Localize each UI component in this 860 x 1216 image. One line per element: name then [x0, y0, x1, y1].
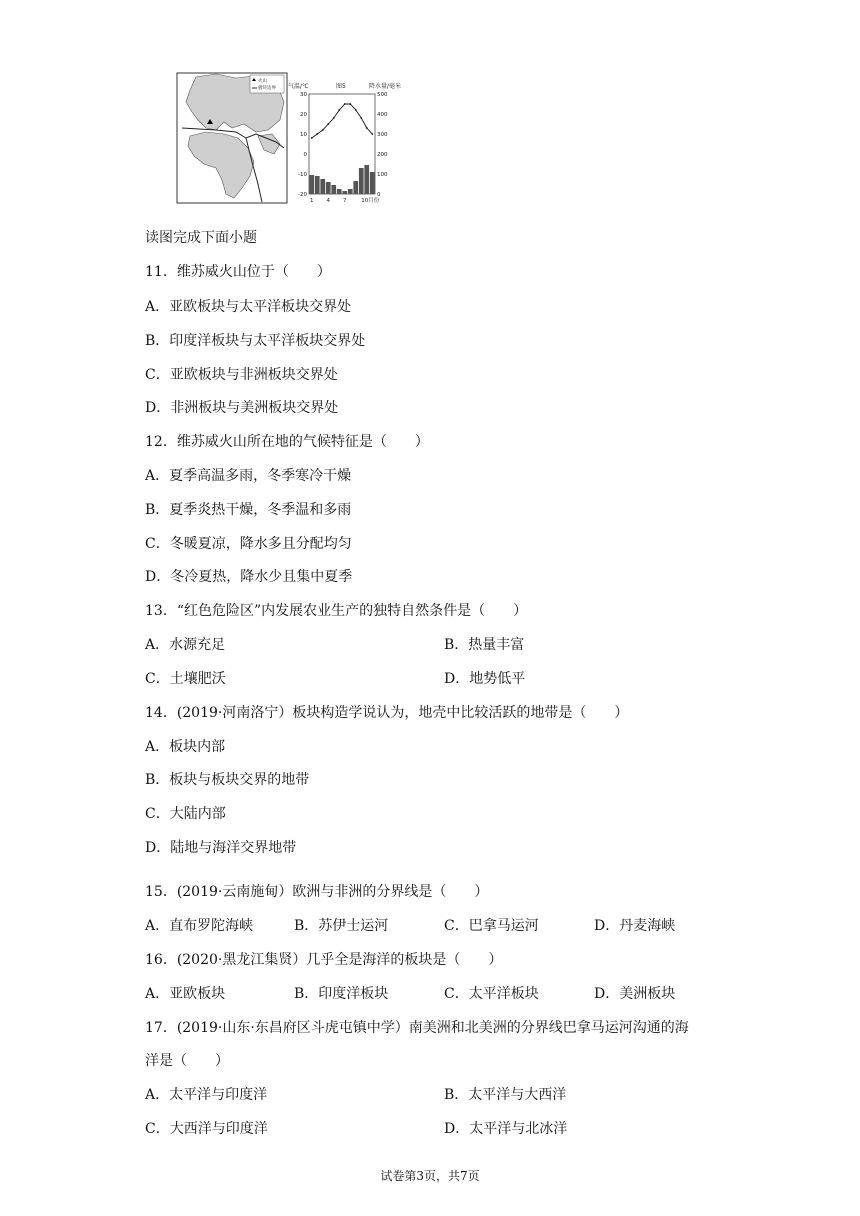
- question-17-option-b[interactable]: B．太平洋与大西洋: [444, 1087, 567, 1103]
- question-11-option-d[interactable]: D．非洲板块与美洲板块交界处: [145, 400, 339, 416]
- instruction-text: 读图完成下面小题: [145, 230, 257, 246]
- climate-chart: [288, 82, 401, 204]
- question-14-stem: 14．(2019·河南洛宁）板块构造学说认为，地壳中比较活跃的地带是（ ）: [145, 705, 629, 721]
- left-tick-label: 10: [300, 132, 307, 138]
- page-footer: 试卷第3页，共7页: [380, 1169, 480, 1183]
- question-figure: [176, 72, 416, 207]
- question-13-stem: 13．“红色危险区”内发展农业生产的独特自然条件是（ ）: [145, 603, 528, 619]
- question-15-option-a[interactable]: A．直布罗陀海峡: [145, 918, 254, 934]
- left-tick-label: 0: [303, 152, 307, 158]
- question-14-option-c[interactable]: C．大陆内部: [145, 806, 226, 822]
- question-14-option-d[interactable]: D．陆地与海洋交界地带: [145, 840, 297, 856]
- question-15-stem: 15．(2019·云南施甸）欧洲与非洲的分界线是（ ）: [145, 884, 489, 900]
- question-17-option-d[interactable]: D．太平洋与北冰洋: [444, 1121, 568, 1137]
- question-17-option-a[interactable]: A．太平洋与印度洋: [145, 1087, 268, 1103]
- x-tick-label: 7: [343, 198, 347, 204]
- question-13-option-b[interactable]: B．热量丰富: [444, 637, 525, 653]
- precipitation-bar: [348, 189, 353, 194]
- legend-boundary: 板块边界: [258, 86, 276, 91]
- right-tick-label: 200: [377, 152, 388, 158]
- right-tick-label: 300: [377, 132, 388, 138]
- question-15-option-d[interactable]: D．丹麦海峡: [594, 918, 676, 934]
- left-tick-label: 30: [300, 92, 307, 98]
- question-16-option-d[interactable]: D．美洲板块: [594, 986, 676, 1002]
- temperature-point: [333, 117, 335, 119]
- question-13-option-c[interactable]: C．土壤肥沃: [145, 671, 226, 687]
- temperature-point: [322, 129, 324, 131]
- right-tick-label: 400: [377, 112, 388, 118]
- question-11-stem: 11．维苏威火山位于（ ）: [145, 264, 331, 280]
- plate-map: [177, 73, 287, 203]
- precipitation-bar: [320, 179, 325, 194]
- precipitation-bar: [309, 175, 314, 194]
- question-12-option-b[interactable]: B．夏季炎热干燥，冬季温和多雨: [145, 502, 352, 518]
- temperature-point: [349, 103, 351, 105]
- question-16-option-a[interactable]: A．亚欧板块: [145, 986, 226, 1002]
- precipitation-bar: [331, 185, 336, 194]
- question-16-option-b[interactable]: B．印度洋板块: [294, 986, 389, 1002]
- chart-title: 图5: [336, 83, 346, 90]
- temperature-point: [327, 123, 329, 125]
- x-tick-label: 10月份: [361, 198, 380, 204]
- chart-right-axis-label: 降水量/毫米: [369, 83, 402, 90]
- temperature-point: [371, 133, 373, 135]
- precipitation-bar: [353, 181, 358, 194]
- right-tick-label: 100: [377, 172, 388, 178]
- chart-left-axis-label: 气温/℃: [288, 83, 309, 90]
- question-17-stem-line1: 17．(2019·山东·东昌府区斗虎屯镇中学）南美洲和北美洲的分界线巴拿马运河沟通的海: [145, 1020, 689, 1036]
- left-tick-label: -20: [298, 192, 307, 198]
- temperature-point: [338, 109, 340, 111]
- precipitation-bar: [326, 182, 331, 194]
- question-14-option-b[interactable]: B．板块与板块交界的地带: [145, 772, 310, 788]
- question-13-option-d[interactable]: D．地势低平: [444, 671, 526, 687]
- question-11-option-a[interactable]: A．亚欧板块与太平洋板块交界处: [145, 299, 352, 315]
- question-16-option-c[interactable]: C．太平洋板块: [444, 986, 539, 1002]
- legend-volcano: 火山: [258, 79, 267, 84]
- temperature-point: [355, 109, 357, 111]
- question-15-option-c[interactable]: C．巴拿马运河: [444, 918, 539, 934]
- precipitation-bar: [342, 191, 347, 194]
- question-14-option-a[interactable]: A．板块内部: [145, 739, 226, 755]
- precipitation-bar: [359, 168, 364, 194]
- temperature-point: [316, 133, 318, 135]
- question-17-option-c[interactable]: C．大西洋与印度洋: [145, 1121, 268, 1137]
- question-16-stem: 16．(2020·黑龙江集贤）几乎全是海洋的板块是（ ）: [145, 952, 503, 968]
- question-12-stem: 12．维苏威火山所在地的气候特征是（ ）: [145, 434, 429, 450]
- left-tick-label: 20: [300, 112, 307, 118]
- question-11-option-c[interactable]: C．亚欧板块与非洲板块交界处: [145, 367, 338, 383]
- right-tick-label: 0: [377, 192, 381, 198]
- temperature-point: [311, 137, 313, 139]
- x-tick-label: 4: [326, 198, 330, 204]
- precipitation-bar: [370, 172, 375, 194]
- question-12-option-c[interactable]: C．冬暖夏凉，降水多且分配均匀: [145, 536, 352, 552]
- precipitation-bar: [315, 176, 320, 194]
- question-11-option-b[interactable]: B．印度洋板块与太平洋板块交界处: [145, 333, 366, 349]
- question-15-option-b[interactable]: B．苏伊士运河: [294, 918, 389, 934]
- x-tick-label: 1: [310, 198, 314, 204]
- question-12-option-d[interactable]: D．冬冷夏热，降水少且集中夏季: [145, 569, 353, 585]
- question-12-option-a[interactable]: A．夏季高温多雨，冬季寒冷干燥: [145, 468, 352, 484]
- precipitation-bar: [364, 165, 369, 194]
- question-17-stem-line2: 洋是（ ）: [145, 1053, 229, 1069]
- temperature-point: [360, 117, 362, 119]
- temperature-point: [344, 103, 346, 105]
- precipitation-bar: [337, 189, 342, 194]
- temperature-point: [366, 127, 368, 129]
- left-tick-label: -10: [298, 172, 307, 178]
- right-tick-label: 500: [377, 92, 388, 98]
- question-13-option-a[interactable]: A．水源充足: [145, 637, 226, 653]
